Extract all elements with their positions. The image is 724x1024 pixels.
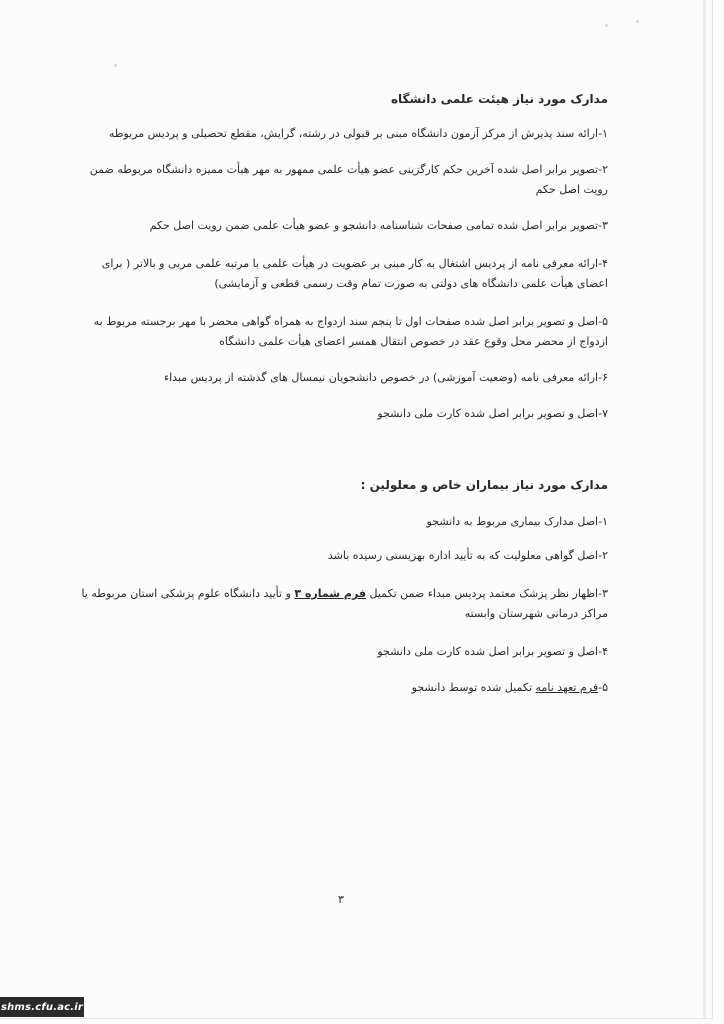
section1-item-3: ۳-تصویر برابر اصل شده تمامی صفحات شناسنامه دانشجو و عضو هیأت علمی ضمن رویت اصل حکم	[149, 219, 608, 232]
section2-item-5	[78, 678, 608, 698]
section2-item-4: ۴-اصل و تصویر برابر اصل شده کارت ملی دانشجو	[377, 645, 608, 658]
section2-item-3	[78, 584, 608, 624]
page-edge	[703, 0, 706, 1018]
section1-item-5: ۵-اصل و تصویر برابر اصل شده صفحات اول تا پنجم سند ازدواج به همراه گواهی محضر با مهر برجسته مربوط به ازدواج از محضر محل وقوع عقد در خصوص انتقال همسر اعضای هیأت علمی دانشگاه	[93, 315, 608, 348]
form-3-link[interactable]: فرم شماره ۳	[294, 587, 367, 600]
scan-speck	[114, 64, 117, 67]
section1-item-2: ۲-تصویر برابر اصل شده آخرین حکم کارگزینی عضو هیأت علمی ممهور به مهر هیأت ممیزه دانشگاه مربوطه ضمن رویت اصل حکم	[89, 163, 608, 196]
section1-item-4: ۴-ارائه معرفی نامه از پردیس اشتغال به کار مبنی بر عضویت در هیأت علمی با مرتبه علمی مربی و بالاتر ( برای اعضای هیأت علمی دانشگاه های دولتی به صورت تمام وقت رسمی قطعی و آزمایشی)	[101, 257, 608, 290]
section1-title: مدارک مورد نیاز هیئت علمی دانشگاه	[390, 92, 608, 106]
scan-speck	[636, 20, 639, 23]
commitment-form-link[interactable]: فرم تعهد نامه	[535, 681, 599, 694]
page-number: ۳	[338, 893, 344, 906]
section2-item-3-before: ۳-اظهار نظر پزشک معتمد پردیس مبداء ضمن تکمیل	[366, 587, 608, 600]
section2-item-2: ۲-اصل گواهی معلولیت که به تأیید اداره بهزیستی رسیده باشد	[327, 549, 608, 562]
section1-item-6: ۶-ارائه معرفی نامه (وضعیت آموزشی) در خصوص دانشجویان نیمسال های گذشته از پردیس مبداء	[163, 371, 608, 384]
section2-item-3-after: و تأیید دانشگاه علوم پزشکی استان مربوطه یا مراکز درمانی شهرستان وابسته	[81, 587, 608, 620]
section2-title: مدارک مورد نیاز بیماران خاص و معلولین :	[360, 478, 608, 492]
section2-item-1: ۱-اصل مدارک بیماری مربوط به دانشجو	[426, 515, 608, 528]
section2-item-5-prefix: ۵-	[598, 681, 608, 694]
section1-item-1: ۱-ارائه سند پذیرش از مرکز آزمون دانشگاه مبنی بر قبولی در رشته، گرایش، مقطع تحصیلی و پردیس مربوطه	[108, 127, 608, 140]
site-watermark: shms.cfu.ac.ir	[0, 997, 84, 1017]
scan-speck	[605, 24, 608, 27]
section1-item-7: ۷-اصل و تصویر برابر اصل شده کارت ملی دانشجو	[377, 407, 608, 420]
section2-item-5-after: تکمیل شده توسط دانشجو	[411, 681, 536, 694]
